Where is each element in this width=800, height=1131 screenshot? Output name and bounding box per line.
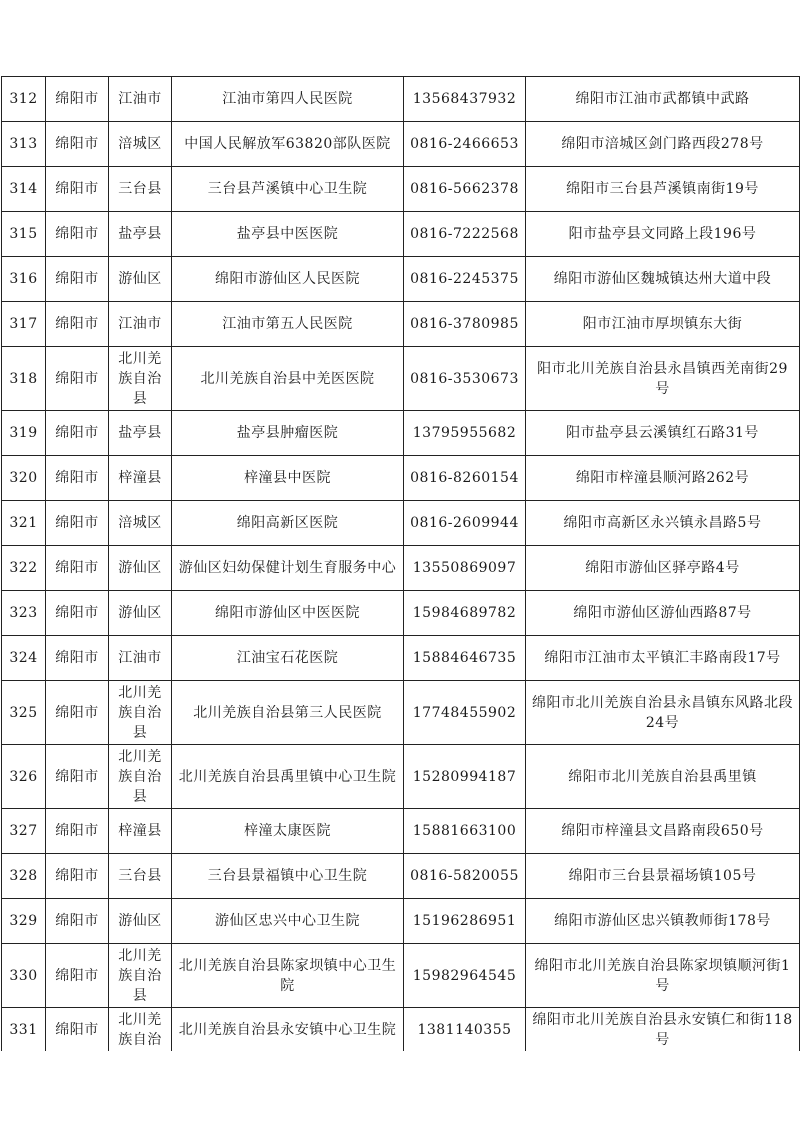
address-cell: 绵阳市三台县景福场镇105号 bbox=[526, 854, 800, 899]
hospital-cell: 北川羌族自治县中羌医医院 bbox=[172, 347, 404, 411]
city-cell: 绵阳市 bbox=[46, 854, 109, 899]
city-cell: 绵阳市 bbox=[46, 1008, 109, 1052]
hospital-cell: 盐亭县中医医院 bbox=[172, 212, 404, 257]
city-cell: 绵阳市 bbox=[46, 77, 109, 122]
table-row bbox=[2, 302, 800, 347]
district-cell: 三台县 bbox=[109, 854, 172, 899]
row-number: 331 bbox=[2, 1008, 46, 1052]
district-cell: 北川羌族自治 bbox=[109, 1008, 172, 1052]
phone-cell: 1381140355 bbox=[404, 1008, 526, 1052]
table-row bbox=[2, 347, 800, 411]
phone-cell: 13568437932 bbox=[404, 77, 526, 122]
phone-cell: 15196286951 bbox=[404, 899, 526, 944]
table-row bbox=[2, 167, 800, 212]
table-row bbox=[2, 681, 800, 745]
address-cell: 绵阳市北川羌族自治县永昌镇东风路北段24号 bbox=[526, 681, 800, 745]
phone-cell: 0816-2466653 bbox=[404, 122, 526, 167]
district-cell: 梓潼县 bbox=[109, 456, 172, 501]
hospital-cell: 三台县景福镇中心卫生院 bbox=[172, 854, 404, 899]
hospital-cell: 北川羌族自治县第三人民医院 bbox=[172, 681, 404, 745]
district-cell: 北川羌族自治县 bbox=[109, 347, 172, 411]
table-row bbox=[2, 745, 800, 809]
phone-cell: 15982964545 bbox=[404, 944, 526, 1008]
address-cell: 绵阳市游仙区忠兴镇教师街178号 bbox=[526, 899, 800, 944]
row-number: 323 bbox=[2, 591, 46, 636]
hospital-cell: 江油市第四人民医院 bbox=[172, 77, 404, 122]
city-cell: 绵阳市 bbox=[46, 501, 109, 546]
district-cell: 游仙区 bbox=[109, 899, 172, 944]
row-number: 325 bbox=[2, 681, 46, 745]
hospital-cell: 江油宝石花医院 bbox=[172, 636, 404, 681]
hospital-cell: 绵阳市游仙区人民医院 bbox=[172, 257, 404, 302]
district-cell: 梓潼县 bbox=[109, 809, 172, 854]
table-row bbox=[2, 456, 800, 501]
address-cell: 绵阳市北川羌族自治县陈家坝镇顺河街1号 bbox=[526, 944, 800, 1008]
address-cell: 绵阳市梓潼县顺河路262号 bbox=[526, 456, 800, 501]
district-cell: 盐亭县 bbox=[109, 411, 172, 456]
table-row bbox=[2, 591, 800, 636]
row-number: 314 bbox=[2, 167, 46, 212]
city-cell: 绵阳市 bbox=[46, 636, 109, 681]
address-cell: 绵阳市三台县芦溪镇南街19号 bbox=[526, 167, 800, 212]
table-row bbox=[2, 809, 800, 854]
city-cell: 绵阳市 bbox=[46, 302, 109, 347]
district-cell: 盐亭县 bbox=[109, 212, 172, 257]
hospital-cell: 游仙区忠兴中心卫生院 bbox=[172, 899, 404, 944]
row-number: 319 bbox=[2, 411, 46, 456]
row-number: 321 bbox=[2, 501, 46, 546]
phone-cell: 0816-3780985 bbox=[404, 302, 526, 347]
phone-cell: 15280994187 bbox=[404, 745, 526, 809]
phone-cell: 0816-3530673 bbox=[404, 347, 526, 411]
row-number: 326 bbox=[2, 745, 46, 809]
city-cell: 绵阳市 bbox=[46, 809, 109, 854]
address-cell: 阳市盐亭县文同路上段196号 bbox=[526, 212, 800, 257]
hospital-cell: 盐亭县肿瘤医院 bbox=[172, 411, 404, 456]
hospital-cell: 北川羌族自治县陈家坝镇中心卫生院 bbox=[172, 944, 404, 1008]
district-cell: 北川羌族自治县 bbox=[109, 681, 172, 745]
table-row bbox=[2, 546, 800, 591]
city-cell: 绵阳市 bbox=[46, 167, 109, 212]
table-row bbox=[2, 854, 800, 899]
row-number: 328 bbox=[2, 854, 46, 899]
table-row bbox=[2, 411, 800, 456]
phone-cell: 0816-7222568 bbox=[404, 212, 526, 257]
hospital-cell: 梓潼县中医院 bbox=[172, 456, 404, 501]
row-number: 316 bbox=[2, 257, 46, 302]
hospital-cell: 梓潼太康医院 bbox=[172, 809, 404, 854]
hospital-cell: 绵阳高新区医院 bbox=[172, 501, 404, 546]
address-cell: 绵阳市江油市武都镇中武路 bbox=[526, 77, 800, 122]
city-cell: 绵阳市 bbox=[46, 745, 109, 809]
row-number: 329 bbox=[2, 899, 46, 944]
city-cell: 绵阳市 bbox=[46, 591, 109, 636]
district-cell: 三台县 bbox=[109, 167, 172, 212]
address-cell: 阳市江油市厚坝镇东大街 bbox=[526, 302, 800, 347]
phone-cell: 0816-2245375 bbox=[404, 257, 526, 302]
table-row bbox=[2, 899, 800, 944]
city-cell: 绵阳市 bbox=[46, 257, 109, 302]
city-cell: 绵阳市 bbox=[46, 681, 109, 745]
phone-cell: 0816-2609944 bbox=[404, 501, 526, 546]
row-number: 317 bbox=[2, 302, 46, 347]
address-cell: 绵阳市江油市太平镇汇丰路南段17号 bbox=[526, 636, 800, 681]
row-number: 320 bbox=[2, 456, 46, 501]
district-cell: 北川羌族自治县 bbox=[109, 745, 172, 809]
row-number: 322 bbox=[2, 546, 46, 591]
table-row bbox=[2, 77, 800, 122]
row-number: 315 bbox=[2, 212, 46, 257]
address-cell: 阳市盐亭县云溪镇红石路31号 bbox=[526, 411, 800, 456]
address-cell: 绵阳市涪城区剑门路西段278号 bbox=[526, 122, 800, 167]
phone-cell: 0816-5820055 bbox=[404, 854, 526, 899]
district-cell: 北川羌族自治县 bbox=[109, 944, 172, 1008]
phone-cell: 13550869097 bbox=[404, 546, 526, 591]
hospital-table bbox=[1, 76, 800, 1051]
city-cell: 绵阳市 bbox=[46, 122, 109, 167]
hospital-cell: 中国人民解放军63820部队医院 bbox=[172, 122, 404, 167]
city-cell: 绵阳市 bbox=[46, 899, 109, 944]
hospital-cell: 北川羌族自治县永安镇中心卫生院 bbox=[172, 1008, 404, 1052]
table-row bbox=[2, 257, 800, 302]
phone-cell: 17748455902 bbox=[404, 681, 526, 745]
address-cell: 绵阳市高新区永兴镇永昌路5号 bbox=[526, 501, 800, 546]
hospital-cell: 江油市第五人民医院 bbox=[172, 302, 404, 347]
hospital-cell: 游仙区妇幼保健计划生育服务中心 bbox=[172, 546, 404, 591]
row-number: 312 bbox=[2, 77, 46, 122]
phone-cell: 13795955682 bbox=[404, 411, 526, 456]
address-cell: 绵阳市游仙区游仙西路87号 bbox=[526, 591, 800, 636]
district-cell: 游仙区 bbox=[109, 591, 172, 636]
hospital-cell: 北川羌族自治县禹里镇中心卫生院 bbox=[172, 745, 404, 809]
table-row bbox=[2, 212, 800, 257]
district-cell: 江油市 bbox=[109, 77, 172, 122]
phone-cell: 0816-5662378 bbox=[404, 167, 526, 212]
district-cell: 涪城区 bbox=[109, 501, 172, 546]
district-cell: 游仙区 bbox=[109, 257, 172, 302]
phone-cell: 15881663100 bbox=[404, 809, 526, 854]
district-cell: 江油市 bbox=[109, 636, 172, 681]
phone-cell: 0816-8260154 bbox=[404, 456, 526, 501]
address-cell: 绵阳市游仙区驿亭路4号 bbox=[526, 546, 800, 591]
hospital-cell: 三台县芦溪镇中心卫生院 bbox=[172, 167, 404, 212]
phone-cell: 15884646735 bbox=[404, 636, 526, 681]
district-cell: 涪城区 bbox=[109, 122, 172, 167]
table-row bbox=[2, 944, 800, 1008]
address-cell: 绵阳市游仙区魏城镇达州大道中段 bbox=[526, 257, 800, 302]
phone-cell: 15984689782 bbox=[404, 591, 526, 636]
row-number: 313 bbox=[2, 122, 46, 167]
table-row bbox=[2, 501, 800, 546]
row-number: 330 bbox=[2, 944, 46, 1008]
city-cell: 绵阳市 bbox=[46, 212, 109, 257]
table-row bbox=[2, 122, 800, 167]
row-number: 318 bbox=[2, 347, 46, 411]
city-cell: 绵阳市 bbox=[46, 944, 109, 1008]
table-row bbox=[2, 1008, 800, 1052]
city-cell: 绵阳市 bbox=[46, 546, 109, 591]
row-number: 327 bbox=[2, 809, 46, 854]
city-cell: 绵阳市 bbox=[46, 456, 109, 501]
district-cell: 游仙区 bbox=[109, 546, 172, 591]
address-cell: 绵阳市北川羌族自治县禹里镇 bbox=[526, 745, 800, 809]
district-cell: 江油市 bbox=[109, 302, 172, 347]
address-cell: 绵阳市北川羌族自治县永安镇仁和街118号 bbox=[526, 1008, 800, 1052]
city-cell: 绵阳市 bbox=[46, 411, 109, 456]
address-cell: 绵阳市梓潼县文昌路南段650号 bbox=[526, 809, 800, 854]
city-cell: 绵阳市 bbox=[46, 347, 109, 411]
table-container bbox=[0, 76, 800, 1051]
hospital-cell: 绵阳市游仙区中医医院 bbox=[172, 591, 404, 636]
table-row bbox=[2, 636, 800, 681]
row-number: 324 bbox=[2, 636, 46, 681]
address-cell: 阳市北川羌族自治县永昌镇西羌南街29号 bbox=[526, 347, 800, 411]
